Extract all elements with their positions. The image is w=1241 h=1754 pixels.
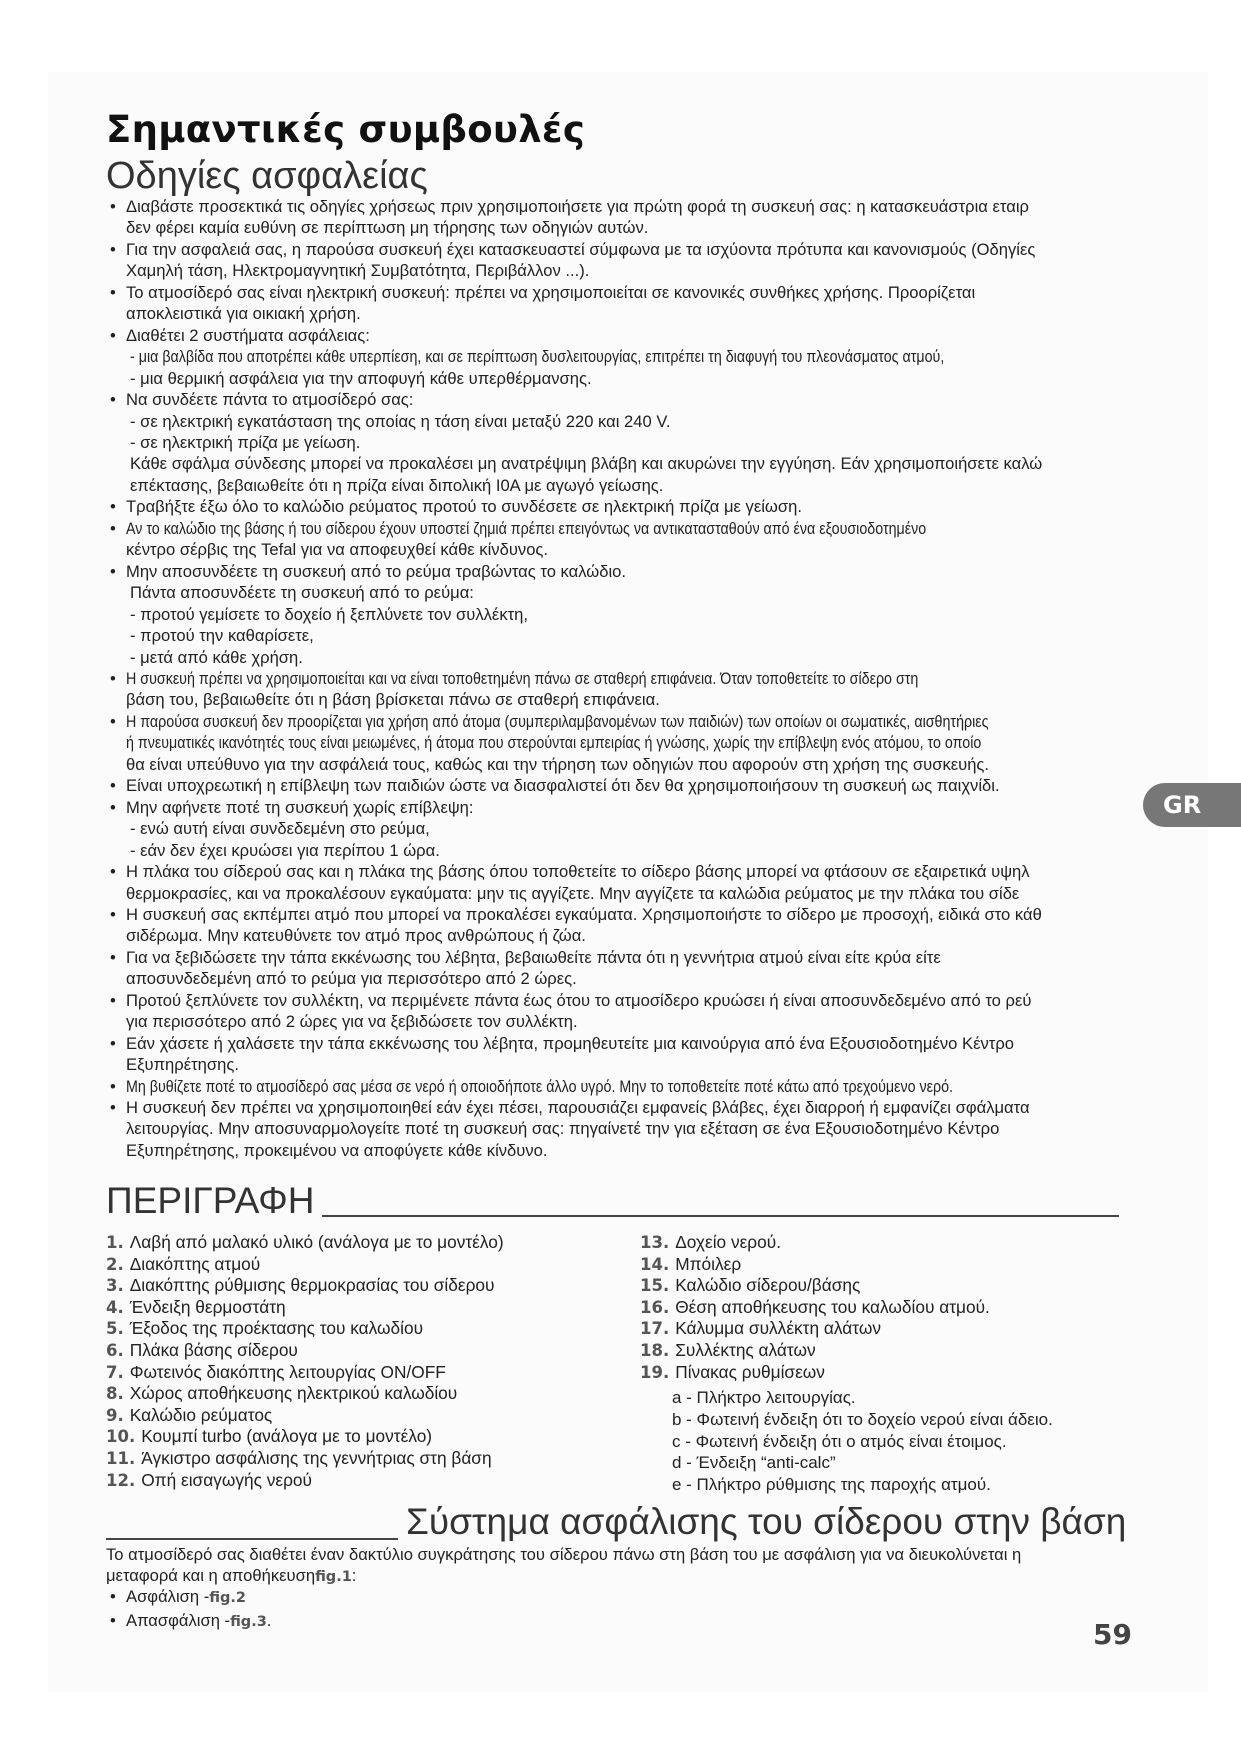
safety-text-line: [106, 582, 1211, 603]
safety-line-text: αποσυνδεδεμένη από το ρεύμα για περισσότερο από 2 ώρες.: [126, 969, 577, 989]
part-number: 8.: [106, 1384, 124, 1404]
safety-text-line: [106, 968, 1211, 989]
safety-bullet-item: [106, 561, 1211, 582]
description-heading: ΠΕΡΙΓΡΑΦΗ: [106, 1180, 315, 1221]
part-item: [640, 1297, 990, 1319]
locking-heading-rule: [106, 1538, 398, 1540]
safety-heading: Οδηγίες ασφαλείας: [106, 155, 428, 197]
safety-text-line: [106, 475, 1211, 496]
part-number: 6.: [106, 1340, 124, 1360]
safety-bullet-item: [106, 775, 1211, 796]
control-panel-item: a - Πλήκτρο λειτουργίας.: [672, 1388, 856, 1407]
safety-text-line: [106, 346, 1211, 367]
safety-line-text: Εάν χάσετε ή χαλάσετε την τάπα εκκένωσης του λέβητα, προμηθευτείτε μια καινούργια από ένα Εξουσιοδοτημένο Κέντρο: [126, 1033, 1014, 1053]
safety-line-text: Η συσκευή σας εκπέμπει ατμό που μπορεί να προκαλέσει εγκαύματα. Χρησιμοποιήστε το σίδερο με προσοχή, ειδικά στο κάθ: [126, 904, 1042, 924]
safety-text-line: [106, 818, 1211, 839]
safety-line-text: βάση του, βεβαιωθείτε ότι η βάση βρίσκεται πάνω σε σταθερή επιφάνεια.: [126, 690, 660, 710]
safety-line-text: επέκτασης, βεβαιωθείτε ότι η πρίζα είναι διπολική I0A με αγωγό γείωσης.: [130, 475, 664, 495]
part-label: Ένδειξη θερμοστάτη: [129, 1296, 286, 1317]
part-item: [106, 1275, 504, 1297]
part-label: Έξοδος της προέκτασης του καλωδίου: [129, 1318, 424, 1339]
figure-reference: fig.2: [209, 1590, 246, 1606]
safety-text-line: [106, 453, 1211, 474]
safety-line-text: Κάθε σφάλμα σύνδεσης μπορεί να προκαλέσει μη ανατρέψιμη βλάβη και ακυρώνει την εγγύηση. Εάν χρησιμοποιήσετε καλώ: [130, 454, 1043, 474]
unlock-suffix: .: [266, 1610, 272, 1630]
safety-line-text: Προτού ξεπλύνετε τον συλλέκτη, να περιμένετε πάντα έως ότου το ατμοσίδερο κρυώσει ή είναι αποσυνδεδεμένο από το ρεύ: [126, 990, 1032, 1010]
part-label: Άγκιστρο ασφάλισης της γεννήτριας στη βάση: [141, 1447, 492, 1468]
safety-line-text: Διαθέτει 2 συστήματα ασφάλειας:: [126, 325, 370, 345]
safety-line-text: - εάν δεν έχει κρυώσει για περίπου 1 ώρα.: [130, 840, 440, 860]
safety-line-text: Εξυπηρέτησης, προκειμένου να αποφύγετε κάθε κίνδυνο.: [126, 1140, 548, 1160]
part-number: 17.: [640, 1319, 670, 1339]
part-item: [640, 1275, 990, 1297]
control-panel-item: e - Πλήκτρο ρύθμισης της παροχής ατμού.: [672, 1475, 991, 1495]
part-label: Διακόπτης ρύθμισης θερμοκρασίας του σίδερου: [129, 1275, 495, 1296]
safety-line-text: θα είναι υπεύθυνο για την ασφάλειά τους, καθώς και την τήρηση των οδηγιών που αφορούν στη χρήση της συσκευής.: [126, 754, 990, 774]
control-panel-sublist: [672, 1387, 1053, 1496]
safety-line-text: για περισσότερο από 2 ώρες για να ξεβιδώσετε τον συλλέκτη.: [126, 1012, 578, 1032]
safety-bullet-item: [106, 861, 1211, 882]
part-item: [106, 1426, 504, 1448]
safety-text-line: [106, 1140, 1211, 1161]
safety-line-text: Η συσκευή δεν πρέπει να χρησιμοποιηθεί εάν έχει πέσει, παρουσιάζει εμφανείς βλάβες, έχει διαρροή ή εμφανίζει σφάλματα: [126, 1098, 1030, 1118]
safety-line-text: Η συσκευή πρέπει να χρησιμοποιείται και να είναι τοποθετημένη πάνω σε σταθερή επιφάνεια. Όταν τοποθετείτε το σίδερο στη: [126, 668, 919, 688]
safety-line-text: Μη βυθίζετε ποτέ το ατμοσίδερό σας μέσα σε νερό ή οποιοδήποτε άλλο υγρό. Μην το τοποθετείτε ποτέ κάτω από τρεχούμενο νερό.: [126, 1076, 954, 1096]
safety-line-text: - μια θερμική ασφάλεια για την αποφυγή κάθε υπερθέρμανσης.: [130, 368, 592, 388]
safety-line-text: - προτού γεμίσετε το δοχείο ή ξεπλύνετε τον συλλέκτη,: [130, 604, 529, 624]
safety-text-line: [106, 303, 1211, 324]
part-label: Χώρος αποθήκευσης ηλεκτρικού καλωδίου: [129, 1383, 458, 1404]
safety-text-line: [106, 1118, 1211, 1139]
safety-text-line: [106, 625, 1211, 646]
part-label: Καλώδιο ρεύματος: [129, 1404, 273, 1425]
part-item: [106, 1448, 504, 1470]
safety-bullet-item: [106, 990, 1211, 1011]
safety-line-text: σιδέρωμα. Μην κατευθύνετε τον ατμό προς ανθρώπους ή ζώα.: [126, 926, 586, 946]
part-label: Μπόιλερ: [675, 1253, 742, 1274]
part-item: [106, 1405, 504, 1427]
part-number: 15.: [640, 1276, 670, 1296]
part-number: 5.: [106, 1319, 124, 1339]
safety-line-text: Είναι υποχρεωτική η επίβλεψη των παιδιών ώστε να διασφαλιστεί ότι δεν θα χρησιμοποιήσουν τη συσκευή ως παιχνίδι.: [126, 776, 1000, 796]
safety-line-text: Διαβάστε προσεκτικά τις οδηγίες χρήσεως πριν χρησιμοποιήσετε για πρώτη φορά τη συσκευή σας: η κατασκευάστρια εταιρ: [126, 197, 1029, 216]
part-item: [640, 1254, 990, 1276]
safety-line-text: Το ατμοσίδερό σας είναι ηλεκτρική συσκευή: πρέπει να χρησιμοποιείται σε κανονικές συνθήκες χρήσης. Προορίζεται: [126, 282, 976, 302]
locking-steps-list: [106, 1586, 271, 1633]
locking-text-line2: μεταφορά και η αποθήκευση: [106, 1566, 316, 1585]
safety-line-text: - μετά από κάθε χρήση.: [130, 647, 303, 667]
part-number: 13.: [640, 1233, 670, 1252]
safety-line-text: αποκλειστικά για οικιακή χρήση.: [126, 304, 361, 324]
safety-bullet-item: [106, 239, 1211, 260]
safety-bullet-item: [106, 389, 1211, 410]
part-number: 16.: [640, 1297, 670, 1317]
safety-line-text: - σε ηλεκτρική εγκατάσταση της οποίας η τάση είναι μεταξύ 220 και 240 V.: [130, 411, 671, 431]
figure-reference: fig.3: [230, 1613, 267, 1630]
safety-line-text: θερμοκρασίες, και να προκαλέσουν εγκαύματα: μην τις αγγίζετε. Μην αγγίζετε τα καλώδια ρεύματος με την πλάκα του σίδε: [126, 883, 1020, 903]
safety-bullet-item: [106, 325, 1211, 346]
part-label: Φωτεινός διακόπτης λειτουργίας ON/OFF: [129, 1361, 446, 1382]
safety-line-text: Η παρούσα συσκευή δεν προορίζεται για χρήση από άτομα (συμπεριλαμβανομένων των παιδιών) των οποίων οι σωματικές, αισθητήριες: [126, 711, 989, 731]
part-item: [640, 1232, 990, 1254]
part-item: [106, 1362, 504, 1384]
safety-instructions-list: [106, 196, 1211, 1161]
safety-text-line: [106, 260, 1211, 281]
locking-paragraph: [106, 1544, 1211, 1588]
part-item: [106, 1254, 504, 1276]
part-item: [106, 1340, 504, 1362]
locking-text-line1: Το ατμοσίδερό σας διαθέτει έναν δακτύλιο συγκράτησης του σίδερου πάνω στη βάση του με ασφάλιση για να διευκολύνεται η: [106, 1545, 1022, 1564]
safety-bullet-item: [106, 668, 1211, 689]
part-number: 2.: [106, 1254, 124, 1274]
safety-text-line: [106, 925, 1211, 946]
safety-bullet-item: [106, 282, 1211, 303]
locking-heading: Σύστημα ασφάλισης του σίδερου στην βάση: [406, 1501, 1127, 1542]
part-number: 12.: [106, 1470, 136, 1490]
safety-line-text: Μην αποσυνδέετε τη συσκευή από το ρεύμα τραβώντας το καλώδιο.: [126, 561, 626, 581]
safety-bullet-item: [106, 797, 1211, 818]
parts-list-left: [106, 1232, 504, 1491]
safety-line-text: Η πλάκα του σίδερού σας και η πλάκα της βάσης όπου τοποθετείτε το σίδερο βάσης μπορεί να φτάσουν σε εξαιρετικά υψηλ: [126, 862, 1030, 882]
safety-bullet-item: [106, 1076, 1211, 1097]
safety-line-text: Πάντα αποσυνδέετε τη συσκευή από το ρεύμα:: [130, 583, 474, 603]
safety-bullet-item: [106, 496, 1211, 517]
page-title: Σημαντικές συμβουλές: [106, 108, 586, 151]
safety-bullet-item: [106, 1097, 1211, 1118]
control-panel-item: b - Φωτεινή ένδειξη ότι το δοχείο νερού είναι άδειο.: [672, 1409, 1053, 1429]
safety-text-line: [106, 539, 1211, 560]
part-number: 19.: [640, 1362, 670, 1382]
safety-line-text: δεν φέρει καμία ευθύνη σε περίπτωση μη τήρησης των οδηγιών αυτών.: [126, 218, 649, 238]
safety-text-line: [106, 840, 1211, 861]
part-item: [106, 1383, 504, 1405]
safety-line-text: Να συνδέετε πάντα το ατμοσίδερό σας:: [126, 390, 414, 410]
part-item: [106, 1232, 504, 1254]
part-item: [106, 1318, 504, 1340]
safety-text-line: [106, 217, 1211, 238]
part-label: Πλάκα βάσης σίδερου: [129, 1339, 298, 1360]
part-item: [640, 1340, 990, 1362]
safety-text-line: [106, 689, 1211, 710]
part-item: [640, 1318, 990, 1340]
safety-line-text: κέντρο σέρβις της Tefal για να αποφευχθεί κάθε κίνδυνος.: [126, 540, 549, 560]
safety-text-line: [106, 432, 1211, 453]
safety-text-line: [106, 604, 1211, 625]
safety-line-text: Για να ξεβιδώσετε την τάπα εκκένωσης του λέβητα, βεβαιωθείτε πάντα ότι η γεννήτρια ατμού είναι είτε κρύα είτε: [126, 947, 941, 967]
parts-list-right: [640, 1232, 990, 1383]
safety-line-text: Μην αφήνετε ποτέ τη συσκευή χωρίς επίβλεψη:: [126, 797, 474, 817]
safety-line-text: - προτού την καθαρίσετε,: [130, 626, 314, 646]
safety-line-text: λειτουργίας. Μην αποσυναρμολογείτε ποτέ τη συσκευή σας: πηγαίνετέ την για εξέταση σε ένα Εξουσιοδοτημένο Κέντρο: [126, 1119, 1000, 1139]
safety-line-text: Χαμηλή τάση, Ηλεκτρομαγνητική Συμβατότητα, Περιβάλλον ...).: [126, 261, 590, 281]
part-number: 7.: [106, 1362, 124, 1382]
safety-bullet-item: [106, 518, 1211, 539]
safety-text-line: [106, 368, 1211, 389]
safety-line-text: - ενώ αυτή είναι συνδεδεμένη στο ρεύμα,: [130, 819, 430, 839]
safety-line-text: Εξυπηρέτησης.: [126, 1055, 239, 1075]
part-number: 9.: [106, 1405, 124, 1425]
part-number: 14.: [640, 1254, 670, 1274]
safety-text-line: [106, 732, 1211, 753]
part-label: Πίνακας ρυθμίσεων: [675, 1361, 825, 1382]
safety-line-text: Αν το καλώδιο της βάσης ή του σίδερου έχουν υποστεί ζημιά πρέπει επειγόντως να αντικατασταθούν από ένα εξουσιοδοτημένο: [126, 518, 927, 538]
part-label: Διακόπτης ατμού: [129, 1253, 261, 1274]
safety-text-line: [106, 411, 1211, 432]
part-number: 4.: [106, 1297, 124, 1317]
part-number: 18.: [640, 1340, 670, 1360]
safety-text-line: [106, 883, 1211, 904]
part-label: Οπή εισαγωγής νερού: [141, 1469, 312, 1490]
part-number: 1.: [106, 1233, 124, 1252]
safety-bullet-item: [106, 711, 1211, 732]
control-panel-item: c - Φωτεινή ένδειξη ότι ο ατμός είναι έτοιμος.: [672, 1431, 1007, 1451]
safety-text-line: [106, 1011, 1211, 1032]
lock-step: [106, 1586, 271, 1610]
description-heading-rule: [322, 1215, 1119, 1217]
part-label: Συλλέκτης αλάτων: [675, 1339, 816, 1360]
part-number: 10.: [106, 1427, 136, 1447]
safety-text-line: [106, 1054, 1211, 1075]
part-label: Θέση αποθήκευσης του καλωδίου ατμού.: [675, 1296, 990, 1317]
safety-line-text: ή πνευματικές ικανότητές τους είναι μειωμένες, ή άτομα που στερούνται εμπειρίας ή γνώσης, χωρίς την επίβλεψη ενός ατόμου, το οποίο: [126, 733, 982, 753]
language-tab: GR: [1143, 783, 1241, 827]
part-label: Κουμπί turbo (ανάλογα με το μοντέλο): [141, 1426, 433, 1447]
safety-bullet-item: [106, 196, 1211, 217]
safety-text-line: [106, 647, 1211, 668]
page-number: 59: [1093, 1618, 1132, 1651]
locking-text-suffix: :: [351, 1566, 357, 1585]
control-panel-item: d - Ένδειξη “anti-calc”: [672, 1453, 836, 1473]
safety-bullet-item: [106, 904, 1211, 925]
part-number: 3.: [106, 1276, 124, 1296]
part-label: Δοχείο νερού.: [675, 1232, 781, 1252]
safety-bullet-item: [106, 947, 1211, 968]
safety-line-text: Τραβήξτε έξω όλο το καλώδιο ρεύματος προτού το συνδέσετε σε ηλεκτρική πρίζα με γείωση.: [126, 497, 802, 517]
part-item: [106, 1470, 504, 1492]
part-label: Καλώδιο σίδερου/βάσης: [675, 1275, 861, 1296]
part-item: [106, 1297, 504, 1319]
unlock-step: [106, 1610, 271, 1634]
part-label: Λαβή από μαλακό υλικό (ανάλογα με το μοντέλο): [129, 1232, 504, 1252]
safety-line-text: Για την ασφαλειά σας, η παρούσα συσκευή έχει κατασκευαστεί σύμφωνα με τα ισχύοντα πρότυπα και κανονισμούς (Οδηγίες: [126, 239, 1036, 259]
part-label: Κάλυμμα συλλέκτη αλάτων: [675, 1318, 881, 1339]
part-number: 11.: [106, 1448, 136, 1468]
part-item: [640, 1362, 990, 1384]
safety-text-line: [106, 754, 1211, 775]
safety-line-text: - μια βαλβίδα που αποτρέπει κάθε υπερπίεση, και σε περίπτωση δυσλειτουργίας, επιτρέπει τη διαφυγή του πλεονάσματος ατμού,: [130, 347, 945, 367]
safety-line-text: - σε ηλεκτρική πρίζα με γείωση.: [130, 432, 361, 452]
figure-reference: fig.1: [315, 1569, 352, 1585]
lock-label: Ασφάλιση -: [126, 1587, 210, 1606]
safety-bullet-item: [106, 1033, 1211, 1054]
unlock-label: Απασφάλιση -: [126, 1610, 231, 1630]
